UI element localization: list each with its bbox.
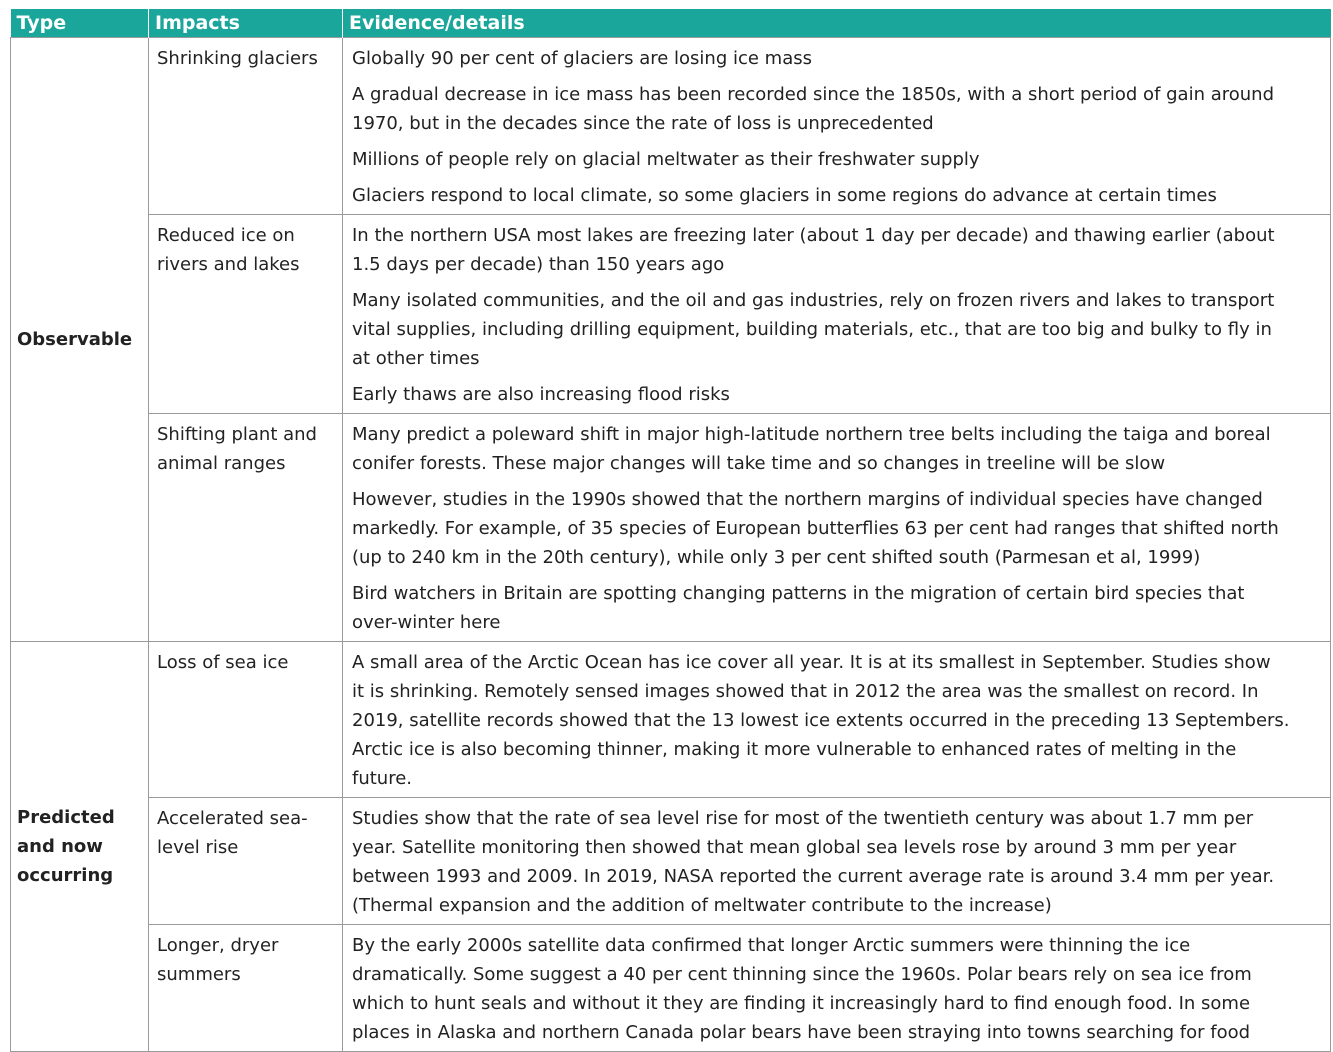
evidence-paragraph — [352, 286, 1321, 373]
evidence-line: over-winter here — [352, 612, 501, 633]
evidence-line: Bird watchers in Britain are spotting changing patterns in the migration of certain bird species that — [352, 583, 1245, 604]
impact-label-line: summers — [157, 964, 241, 985]
evidence-paragraph — [352, 420, 1321, 478]
evidence-line: year. Satellite monitoring then showed that mean global sea levels rose by around 3 mm per year — [352, 837, 1237, 858]
evidence-line: future. — [352, 768, 413, 789]
impact-label-line: Accelerated sea- — [157, 808, 308, 829]
table-body — [11, 38, 1331, 1052]
evidence-cell — [343, 925, 1331, 1052]
evidence-line: vital supplies, including drilling equipment, building materials, etc., that are too big and bulky to fly in — [352, 319, 1272, 340]
type-cell — [11, 642, 149, 1052]
evidence-paragraph — [352, 181, 1321, 210]
type-label-line: Predicted — [17, 807, 115, 828]
evidence-line: A gradual decrease in ice mass has been recorded since the 1850s, with a short period of gain around — [352, 84, 1275, 105]
evidence-paragraph — [352, 380, 1321, 409]
evidence-paragraph — [352, 648, 1321, 793]
evidence-line: Studies show that the rate of sea level rise for most of the twentieth century was about 1.7 mm per — [352, 808, 1254, 829]
evidence-line: at other times — [352, 348, 480, 369]
type-label-line: and now — [17, 836, 103, 857]
evidence-line: 1.5 days per decade) than 150 years ago — [352, 254, 725, 275]
table-row — [11, 414, 1331, 642]
evidence-line: A small area of the Arctic Ocean has ice cover all year. It is at its smallest in September. Studies show — [352, 652, 1271, 673]
evidence-line: conifer forests. These major changes will take time and so changes in treeline will be slow — [352, 453, 1166, 474]
evidence-line: (Thermal expansion and the addition of meltwater contribute to the increase) — [352, 895, 1052, 916]
evidence-line: 1970, but in the decades since the rate of loss is unprecedented — [352, 113, 934, 134]
impact-cell — [149, 414, 343, 642]
evidence-line: (up to 240 km in the 20th century), while only 3 per cent shifted south (Parmesan et al, 1999) — [352, 547, 1201, 568]
evidence-line: dramatically. Some suggest a 40 per cent thinning since the 1960s. Polar bears rely on sea ice from — [352, 964, 1252, 985]
evidence-paragraph — [352, 80, 1321, 138]
evidence-line: which to hunt seals and without it they are finding it increasingly hard to find enough food. In some — [352, 993, 1251, 1014]
evidence-line: Arctic ice is also becoming thinner, making it more vulnerable to enhanced rates of melting in the — [352, 739, 1237, 760]
evidence-line: Early thaws are also increasing flood risks — [352, 384, 730, 405]
evidence-line: However, studies in the 1990s showed that the northern margins of individual species have changed — [352, 489, 1263, 510]
type-cell — [11, 38, 149, 642]
evidence-line: By the early 2000s satellite data confirmed that longer Arctic summers were thinning the ice — [352, 935, 1191, 956]
impact-label-line: Longer, dryer — [157, 935, 279, 956]
table-row — [11, 798, 1331, 925]
impact-label-line: rivers and lakes — [157, 254, 300, 275]
evidence-line: places in Alaska and northern Canada polar bears have been straying into towns searching for food — [352, 1022, 1251, 1043]
climate-impacts-table — [10, 9, 1331, 1052]
evidence-paragraph — [352, 485, 1321, 572]
evidence-cell — [343, 38, 1331, 215]
impact-label-line: animal ranges — [157, 453, 286, 474]
header-evidence: Evidence/details — [343, 9, 1331, 38]
table-row — [11, 38, 1331, 215]
header-type: Type — [11, 9, 149, 38]
impact-cell — [149, 215, 343, 414]
table-row — [11, 642, 1331, 798]
evidence-line: Globally 90 per cent of glaciers are losing ice mass — [352, 48, 812, 69]
evidence-line: markedly. For example, of 35 species of European butterflies 63 per cent had ranges that shifted north — [352, 518, 1279, 539]
evidence-line: Many isolated communities, and the oil and gas industries, rely on frozen rivers and lakes to transport — [352, 290, 1275, 311]
evidence-line: 2019, satellite records showed that the 13 lowest ice extents occurred in the preceding 13 Septembers. — [352, 710, 1290, 731]
evidence-line: it is shrinking. Remotely sensed images showed that in 2012 the area was the smallest on record. In — [352, 681, 1259, 702]
impact-label-line: Loss of sea ice — [157, 652, 289, 673]
table-row — [11, 925, 1331, 1052]
impact-label-line: Reduced ice on — [157, 225, 295, 246]
evidence-paragraph — [352, 931, 1321, 1047]
evidence-paragraph — [352, 221, 1321, 279]
evidence-cell — [343, 414, 1331, 642]
impact-cell — [149, 38, 343, 215]
evidence-line: between 1993 and 2009. In 2019, NASA reported the current average rate is around 3.4 mm per year. — [352, 866, 1275, 887]
impact-label-line: Shifting plant and — [157, 424, 317, 445]
impact-cell — [149, 925, 343, 1052]
evidence-paragraph — [352, 804, 1321, 920]
evidence-paragraph — [352, 145, 1321, 174]
header-impacts: Impacts — [149, 9, 343, 38]
impact-cell — [149, 642, 343, 798]
evidence-paragraph — [352, 579, 1321, 637]
evidence-cell — [343, 798, 1331, 925]
evidence-line: Millions of people rely on glacial meltwater as their freshwater supply — [352, 149, 980, 170]
impact-label-line: Shrinking glaciers — [157, 48, 318, 69]
impact-label-line: level rise — [157, 837, 239, 858]
evidence-line: Glaciers respond to local climate, so some glaciers in some regions do advance at certain times — [352, 185, 1217, 206]
type-label-line: occurring — [17, 865, 114, 886]
evidence-line: Many predict a poleward shift in major high-latitude northern tree belts including the taiga and boreal — [352, 424, 1271, 445]
evidence-cell — [343, 215, 1331, 414]
type-label-line: Observable — [17, 329, 133, 350]
evidence-paragraph — [352, 44, 1321, 73]
evidence-cell — [343, 642, 1331, 798]
table-row — [11, 215, 1331, 414]
header-row — [11, 9, 1331, 38]
impact-cell — [149, 798, 343, 925]
evidence-line: In the northern USA most lakes are freezing later (about 1 day per decade) and thawing earlier (about — [352, 225, 1275, 246]
